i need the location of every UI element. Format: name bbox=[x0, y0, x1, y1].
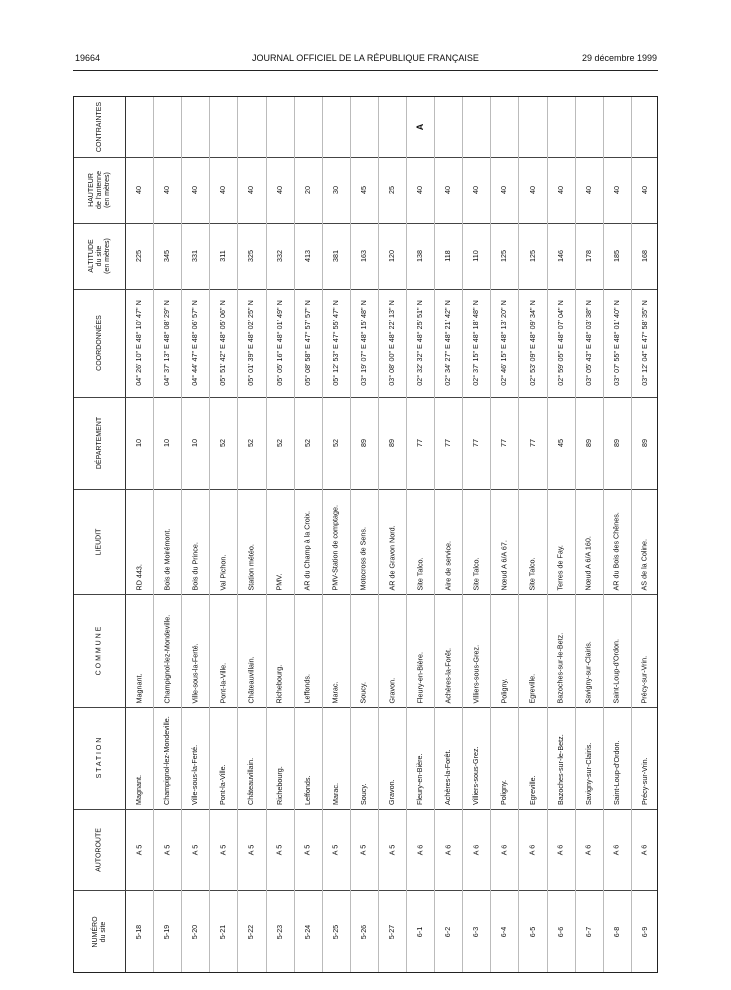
cell-commune: Pont-la-Ville. bbox=[218, 662, 228, 703]
cell-numero: 5-23 bbox=[274, 924, 284, 940]
cell-lieudit: Terres de Fay. bbox=[555, 544, 565, 590]
cell-lieudit: Site Talco. bbox=[471, 556, 481, 590]
header-rule bbox=[73, 70, 658, 71]
cell-departement: 77 bbox=[527, 439, 537, 447]
cell-commune: Bazoches-sur-le-Betz. bbox=[555, 632, 565, 703]
cell-coordonnees: 05° 01' 39" E 48° 02' 25" N bbox=[246, 300, 256, 386]
cell-station: Magnant. bbox=[134, 775, 144, 805]
cell-numero: 5-24 bbox=[302, 924, 312, 940]
cell-commune: Magnant. bbox=[134, 673, 144, 703]
cell-coordonnees: 02° 59' 05" E 48° 07' 04" N bbox=[555, 300, 565, 386]
cell-station: Gravon. bbox=[387, 779, 396, 805]
column-separator bbox=[74, 707, 657, 708]
row-separator bbox=[406, 97, 407, 972]
cell-autoroute: A 6 bbox=[471, 844, 481, 855]
cell-departement: 89 bbox=[611, 439, 621, 447]
cell-lieudit: Station météo. bbox=[246, 543, 256, 590]
row-separator bbox=[237, 97, 238, 972]
cell-coordonnees: 02° 32' 32" E 48° 25' 51" N bbox=[415, 300, 425, 386]
column-separator bbox=[74, 890, 657, 891]
cell-coordonnees: 05° 51' 42" E 48° 05' 06" N bbox=[218, 300, 228, 386]
column-header-coordonnees: COORDONNÉES bbox=[95, 315, 103, 371]
cell-coordonnees: 05° 12' 53" E 47° 55' 47" N bbox=[330, 300, 340, 386]
cell-hauteur: 40 bbox=[274, 186, 284, 194]
cell-autoroute: A 5 bbox=[387, 844, 396, 855]
cell-autoroute: A 6 bbox=[527, 844, 537, 855]
cell-coordonnees: 03° 07' 55" E 48° 01' 40" N bbox=[611, 300, 621, 386]
cell-coordonnees: 02° 53' 09" E 48° 09' 34" N bbox=[527, 300, 537, 386]
sites-table bbox=[73, 96, 658, 973]
cell-altitude: 325 bbox=[246, 250, 256, 262]
cell-hauteur: 40 bbox=[443, 186, 453, 194]
row-separator bbox=[603, 97, 604, 972]
cell-coordonnees: 02° 46' 15" E 48° 13' 20" N bbox=[499, 300, 509, 386]
cell-hauteur: 40 bbox=[415, 186, 425, 194]
cell-altitude: 168 bbox=[639, 250, 649, 262]
row-separator bbox=[462, 97, 463, 972]
column-header-contraintes: CONTRAINTES bbox=[95, 101, 103, 153]
cell-numero: 6-9 bbox=[639, 926, 649, 938]
row-separator bbox=[434, 97, 435, 972]
column-separator bbox=[74, 809, 657, 810]
column-header-hauteur: HAUTEUR de l'antenne (en mètres) bbox=[87, 171, 111, 209]
cell-altitude: 345 bbox=[162, 250, 172, 262]
cell-departement: 89 bbox=[583, 439, 593, 447]
cell-coordonnees: 03° 19' 07" E 48° 15' 48" N bbox=[358, 300, 368, 386]
cell-coordonnees: 03° 12' 04" E 47° 58' 35" N bbox=[639, 300, 649, 386]
cell-autoroute: A 5 bbox=[218, 844, 228, 855]
column-separator bbox=[74, 289, 657, 290]
cell-altitude: 146 bbox=[555, 250, 565, 262]
cell-commune: Leffonds. bbox=[302, 673, 312, 703]
cell-numero: 6-7 bbox=[583, 926, 593, 938]
cell-numero: 6-8 bbox=[611, 926, 621, 938]
row-separator bbox=[490, 97, 491, 972]
cell-autoroute: A 5 bbox=[162, 844, 172, 855]
cell-autoroute: A 6 bbox=[499, 844, 509, 855]
column-separator bbox=[74, 594, 657, 595]
cell-lieudit: Aire de service. bbox=[443, 540, 453, 590]
cell-departement: 52 bbox=[274, 439, 284, 447]
row-separator bbox=[350, 97, 351, 972]
cell-autoroute: A 5 bbox=[246, 844, 256, 855]
cell-lieudit: Bois du Prince. bbox=[190, 541, 200, 590]
column-header-station: S T A T I O N bbox=[95, 737, 103, 779]
cell-departement: 77 bbox=[499, 439, 509, 447]
cell-lieudit: AR de Gravon Nord. bbox=[387, 524, 396, 590]
cell-hauteur: 40 bbox=[639, 186, 649, 194]
cell-altitude: 163 bbox=[358, 250, 368, 262]
cell-station: Richebourg. bbox=[274, 766, 284, 805]
cell-commune: Précy-sur-Vrin. bbox=[639, 655, 649, 703]
cell-departement: 52 bbox=[330, 439, 340, 447]
cell-hauteur: 40 bbox=[246, 186, 256, 194]
cell-commune: Poligny. bbox=[499, 677, 509, 703]
row-separator bbox=[322, 97, 323, 972]
cell-commune: Ville-sous-la-Ferté. bbox=[190, 642, 200, 703]
cell-altitude: 331 bbox=[190, 250, 200, 262]
cell-lieudit: Site Talco. bbox=[527, 556, 537, 590]
cell-hauteur: 45 bbox=[358, 186, 368, 194]
cell-autoroute: A 6 bbox=[443, 844, 453, 855]
cell-hauteur: 40 bbox=[190, 186, 200, 194]
row-separator bbox=[294, 97, 295, 972]
cell-station: Pont-la-Ville. bbox=[218, 764, 228, 805]
cell-altitude: 311 bbox=[218, 250, 228, 262]
cell-hauteur: 40 bbox=[162, 186, 172, 194]
cell-hauteur: 40 bbox=[134, 186, 144, 194]
cell-station: Egreville. bbox=[527, 775, 537, 805]
column-header-numero: NUMÉRO du site bbox=[91, 916, 107, 948]
cell-numero: 6-6 bbox=[555, 926, 565, 938]
cell-numero: 6-1 bbox=[415, 926, 425, 938]
cell-hauteur: 20 bbox=[302, 186, 312, 194]
column-separator bbox=[74, 157, 657, 158]
cell-coordonnees: 02° 37' 15" E 48° 18' 48" N bbox=[471, 300, 481, 386]
cell-station: Ville-sous-la-Ferté. bbox=[190, 744, 200, 805]
journal-title: JOURNAL OFFICIEL DE LA RÉPUBLIQUE FRANÇAISE bbox=[252, 53, 479, 63]
cell-lieudit: Val Pichon. bbox=[218, 554, 228, 590]
publication-date: 29 décembre 1999 bbox=[581, 53, 657, 63]
cell-altitude: 413 bbox=[302, 250, 312, 262]
cell-hauteur: 40 bbox=[555, 186, 565, 194]
cell-autoroute: A 5 bbox=[134, 844, 144, 855]
row-separator bbox=[575, 97, 576, 972]
column-separator bbox=[74, 223, 657, 224]
cell-departement: 10 bbox=[190, 439, 200, 447]
cell-autoroute: A 5 bbox=[358, 844, 368, 855]
cell-numero: 5-22 bbox=[246, 924, 256, 940]
row-separator bbox=[631, 97, 632, 972]
cell-hauteur: 40 bbox=[471, 186, 481, 194]
cell-commune: Saint-Loup-d'Ordon. bbox=[611, 638, 621, 703]
cell-station: Champignol-lez-Mondeville. bbox=[162, 716, 172, 805]
cell-lieudit: AS de la Coline. bbox=[639, 538, 649, 590]
cell-lieudit: Bois de Moirémont. bbox=[162, 528, 172, 590]
cell-numero: 6-3 bbox=[471, 926, 481, 938]
cell-departement: 89 bbox=[358, 439, 368, 447]
cell-commune: Fleury-en-Bière. bbox=[415, 651, 425, 703]
cell-numero: 5-20 bbox=[190, 924, 200, 940]
cell-autoroute: A 6 bbox=[583, 844, 593, 855]
cell-altitude: 120 bbox=[387, 250, 396, 262]
cell-altitude: 185 bbox=[611, 250, 621, 262]
cell-coordonnees: 04° 37' 13" E 48° 08' 29" N bbox=[162, 300, 172, 386]
cell-numero: 6-2 bbox=[443, 926, 453, 938]
column-separator bbox=[74, 397, 657, 398]
cell-departement: 10 bbox=[162, 439, 172, 447]
column-header-departement: DÉPARTEMENT bbox=[95, 416, 103, 470]
cell-autoroute: A 5 bbox=[190, 844, 200, 855]
cell-numero: 5-27 bbox=[387, 924, 396, 940]
cell-altitude: 118 bbox=[443, 250, 453, 262]
cell-numero: 5-21 bbox=[218, 924, 228, 940]
cell-commune: Egreville. bbox=[527, 673, 537, 703]
cell-lieudit: AR du Bois des Chênes. bbox=[611, 511, 621, 590]
cell-commune: Achères-la-Forêt. bbox=[443, 647, 453, 703]
cell-altitude: 178 bbox=[583, 250, 593, 262]
cell-station: Leffonds. bbox=[302, 775, 312, 805]
cell-altitude: 225 bbox=[134, 250, 144, 262]
cell-station: Savigny-sur-Clairis. bbox=[583, 742, 593, 805]
cell-commune: Savigny-sur-Clairis. bbox=[583, 640, 593, 703]
cell-numero: 5-18 bbox=[134, 924, 144, 940]
cell-autoroute: A 5 bbox=[274, 844, 284, 855]
cell-departement: 52 bbox=[218, 439, 228, 447]
cell-hauteur: 40 bbox=[499, 186, 509, 194]
cell-numero: 6-4 bbox=[499, 926, 509, 938]
cell-numero: 5-25 bbox=[330, 924, 340, 940]
cell-departement: 89 bbox=[387, 439, 396, 447]
cell-contraintes: A bbox=[415, 123, 426, 131]
cell-commune: Richebourg. bbox=[274, 664, 284, 703]
cell-commune: Villiers-sous-Grez. bbox=[471, 644, 481, 703]
cell-departement: 77 bbox=[443, 439, 453, 447]
cell-coordonnees: 05° 05' 16" E 48° 01' 49" N bbox=[274, 300, 284, 386]
column-header-autoroute: AUTOROUTE bbox=[95, 827, 103, 872]
cell-station: Fleury-en-Bière. bbox=[415, 753, 425, 805]
cell-departement: 77 bbox=[415, 439, 425, 447]
cell-station: Bazoches-sur-le-Betz. bbox=[555, 734, 565, 805]
cell-hauteur: 25 bbox=[387, 186, 396, 194]
column-header-altitude: ALTITUDE du site (en mètres) bbox=[87, 238, 111, 274]
cell-numero: 6-5 bbox=[527, 926, 537, 938]
cell-lieudit: PMV-Station de comptage. bbox=[330, 504, 340, 590]
cell-altitude: 125 bbox=[527, 250, 537, 262]
row-separator bbox=[378, 97, 379, 972]
cell-commune: Champignol-lez-Mondeville. bbox=[162, 614, 172, 703]
cell-hauteur: 40 bbox=[583, 186, 593, 194]
cell-coordonnees: 04° 44' 47" E 48° 06' 57" N bbox=[190, 300, 200, 386]
column-separator bbox=[74, 489, 657, 490]
cell-lieudit: Motocross de Sens. bbox=[358, 526, 368, 590]
cell-hauteur: 40 bbox=[611, 186, 621, 194]
cell-lieudit: AR du Champ à la Croix. bbox=[302, 510, 312, 590]
cell-autoroute: A 6 bbox=[555, 844, 565, 855]
cell-lieudit: Site Talco. bbox=[415, 556, 425, 590]
row-separator bbox=[518, 97, 519, 972]
cell-station: Châteauvillain. bbox=[246, 757, 256, 805]
row-separator bbox=[181, 97, 182, 972]
column-header-commune: C O M M U N E bbox=[95, 626, 103, 675]
cell-hauteur: 40 bbox=[218, 186, 228, 194]
cell-station: Soucy. bbox=[358, 783, 368, 805]
cell-altitude: 110 bbox=[471, 250, 481, 262]
cell-coordonnees: 03° 08' 00" E 48° 22' 13" N bbox=[387, 300, 396, 386]
cell-departement: 89 bbox=[639, 439, 649, 447]
cell-autoroute: A 5 bbox=[330, 844, 340, 855]
cell-commune: Soucy. bbox=[358, 681, 368, 703]
row-separator bbox=[153, 97, 154, 972]
cell-autoroute: A 6 bbox=[639, 844, 649, 855]
header-separator bbox=[125, 97, 126, 972]
cell-commune: Châteauvillain. bbox=[246, 655, 256, 703]
row-separator bbox=[209, 97, 210, 972]
row-separator bbox=[547, 97, 548, 972]
cell-altitude: 381 bbox=[330, 250, 340, 262]
cell-autoroute: A 6 bbox=[611, 844, 621, 855]
cell-departement: 52 bbox=[246, 439, 256, 447]
column-header-lieudit: LIEUDIT bbox=[95, 528, 103, 555]
cell-commune: Marac. bbox=[330, 681, 340, 703]
cell-numero: 5-19 bbox=[162, 924, 172, 940]
cell-autoroute: A 6 bbox=[415, 844, 425, 855]
cell-hauteur: 40 bbox=[527, 186, 537, 194]
cell-numero: 5-26 bbox=[358, 924, 368, 940]
row-separator bbox=[266, 97, 267, 972]
cell-station: Marac. bbox=[330, 783, 340, 805]
cell-commune: Gravon. bbox=[387, 677, 396, 703]
cell-departement: 77 bbox=[471, 439, 481, 447]
cell-departement: 52 bbox=[302, 439, 312, 447]
cell-lieudit: PMV. bbox=[274, 573, 284, 590]
cell-station: Précy-sur-Vrin. bbox=[639, 757, 649, 805]
cell-altitude: 125 bbox=[499, 250, 509, 262]
cell-station: Villiers-sous-Grez. bbox=[471, 746, 481, 805]
cell-lieudit: Nœud A 6/A 67. bbox=[499, 539, 509, 590]
cell-coordonnees: 05° 08' 58" E 47° 57' 57" N bbox=[302, 300, 312, 386]
cell-station: Achères-la-Forêt. bbox=[443, 749, 453, 805]
cell-altitude: 138 bbox=[415, 250, 425, 262]
cell-autoroute: A 5 bbox=[302, 844, 312, 855]
page-number: 19664 bbox=[75, 53, 101, 63]
cell-hauteur: 30 bbox=[330, 186, 340, 194]
cell-departement: 45 bbox=[555, 439, 565, 447]
cell-coordonnees: 04° 26' 10" E 48° 10' 47" N bbox=[134, 300, 144, 386]
cell-station: Poligny. bbox=[499, 779, 509, 805]
cell-lieudit: RD 443. bbox=[134, 563, 144, 590]
cell-departement: 10 bbox=[134, 439, 144, 447]
cell-station: Saint-Loup-d'Ordon. bbox=[611, 740, 621, 805]
cell-coordonnees: 03° 05' 43" E 48° 03' 38" N bbox=[583, 300, 593, 386]
cell-lieudit: Nœud A 6/A 160. bbox=[583, 535, 593, 590]
cell-coordonnees: 02° 34' 27" E 48° 21' 42" N bbox=[443, 300, 453, 386]
cell-altitude: 332 bbox=[274, 250, 284, 262]
